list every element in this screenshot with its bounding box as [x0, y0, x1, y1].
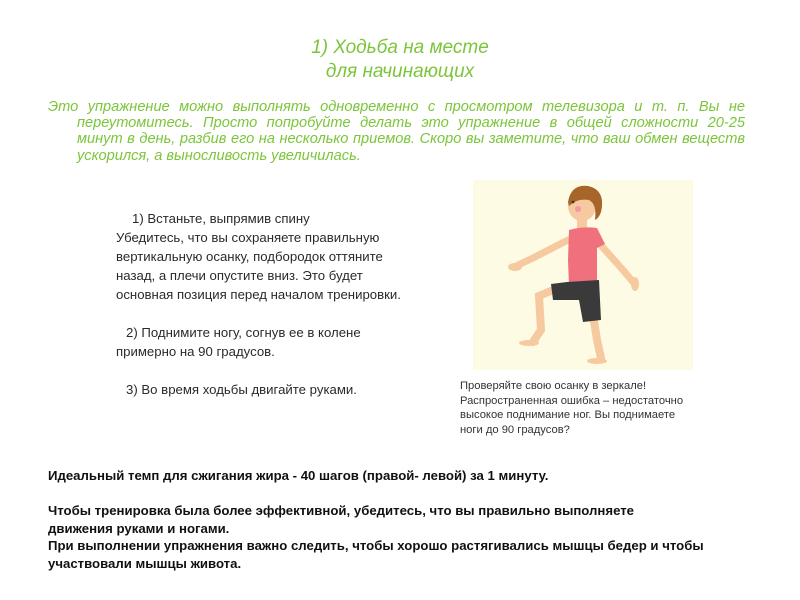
left-arm [518, 240, 568, 265]
eye [572, 201, 575, 204]
caption-line-3: высокое поднимание ног. Вы поднимаете [460, 409, 676, 421]
right-arm [598, 242, 633, 282]
tips-section [48, 467, 768, 572]
step-1-body: Убедитесь, что вы сохраняете правильную вертикальную осанку, подбородок оттяните назад, а плечи опустите вниз. Это будет основная позиция перед началом тренировки. [116, 230, 401, 302]
slide-title [0, 36, 800, 84]
effectiveness-tip: Чтобы тренировка была более эффективной, убедитесь, что вы правильно выполняете движения руками и ногами. [48, 503, 635, 536]
cheek [575, 206, 581, 212]
dark-shorts [551, 280, 601, 322]
caption-line-4: ноги до 90 градусов? [460, 423, 570, 436]
intro-text: Это упражнение можно выполнять одновременно с просмотром телевизора и т. п. Вы не переутомитесь. Просто попробуйте делать это упражнение в общей сложности 20-25 минут в день, разбив его на несколько приемов. Скоро вы заметите, что ваш обмен веществ ускорился, а выносливость увеличилась. [48, 99, 745, 164]
pink-shirt [568, 227, 605, 286]
step-3: 3) Во время ходьбы двигайте руками. [126, 382, 357, 397]
caption-line-2: Распространенная ошибка – недостаточно [460, 394, 684, 407]
step-2-line-2: примерно на 90 градусов. [116, 344, 275, 359]
right-hand [631, 277, 639, 291]
caption-line-1: Проверяйте свою осанку в зеркале! [460, 380, 647, 392]
step-1-title: 1) Встаньте, выпрямив спину [132, 211, 310, 226]
title-line-1: 1) Ходьба на месте [311, 37, 489, 58]
title-line-2: для начинающих [325, 61, 475, 82]
raised-leg [533, 290, 553, 342]
step-2-line-1: 2) Поднимите ногу, согнув ее в колене [126, 325, 361, 340]
raised-foot [519, 340, 539, 346]
exercise-illustration [473, 180, 693, 370]
standing-foot [587, 358, 607, 364]
left-hand [508, 263, 522, 271]
intro-paragraph [48, 99, 745, 164]
woman-marching-illustration [473, 180, 693, 370]
stretch-tip: При выполнении упражнения важно следить, чтобы хорошо растягивались мышцы бедер и чтобы участвовали мышцы живота. [48, 538, 704, 571]
posture-caption [460, 379, 760, 437]
pace-tip: Идеальный темп для сжигания жира - 40 шагов (правой- левой) за 1 минуту. [48, 468, 549, 483]
steps-list [116, 209, 416, 399]
